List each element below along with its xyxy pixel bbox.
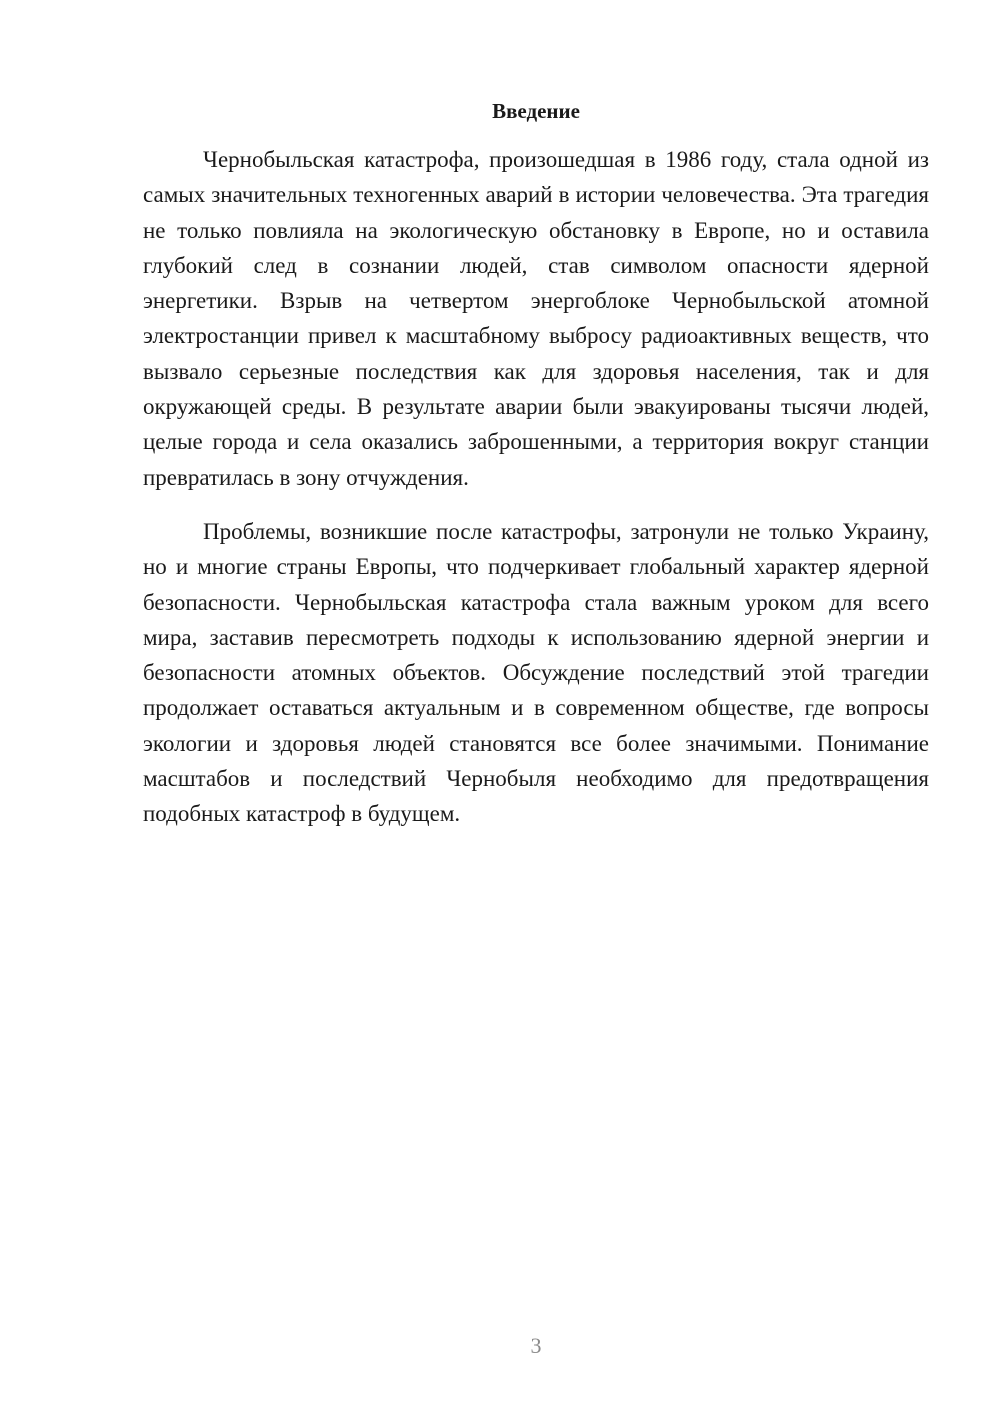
body-text	[143, 142, 929, 851]
paragraph: Проблемы, возникшие после катастрофы, затронули не только Украину, но и многие страны Европы, что подчеркивает глобальный характер ядерной безопасности. Чернобыльская катастрофа стала важным уроком для всего мира, заставив пересмотреть подходы к использованию ядерной энергии и безопасности атомных объектов. Обсуждение последствий этой трагедии продолжает оставаться актуальным и в современном обществе, где вопросы экологии и здоровья людей становятся все более значимыми. Понимание масштабов и последствий Чернобыля необходимо для предотвращения подобных катастроф в будущем.	[143, 518, 929, 827]
section-title: Введение	[492, 99, 580, 123]
paragraph: Чернобыльская катастрофа, произошедшая в 1986 году, стала одной из самых значительных техногенных аварий в истории человечества. Эта трагедия не только повлияла на экологическую обстановку в Европе, но и оставила глубокий след в сознании людей, став символом опасности ядерной энергетики. Взрыв на четвертом энергоблоке Чернобыльской атомной электростанции привел к масштабному выбросу радиоактивных веществ, что вызвало серьезные последствия как для здоровья населения, так и для окружающей среды. В результате аварии были эвакуированы тысячи людей, целые города и села оказались заброшенными, а территория вокруг станции превратилась в зону отчуждения.	[143, 147, 929, 490]
page-number: 3	[530, 1333, 542, 1358]
